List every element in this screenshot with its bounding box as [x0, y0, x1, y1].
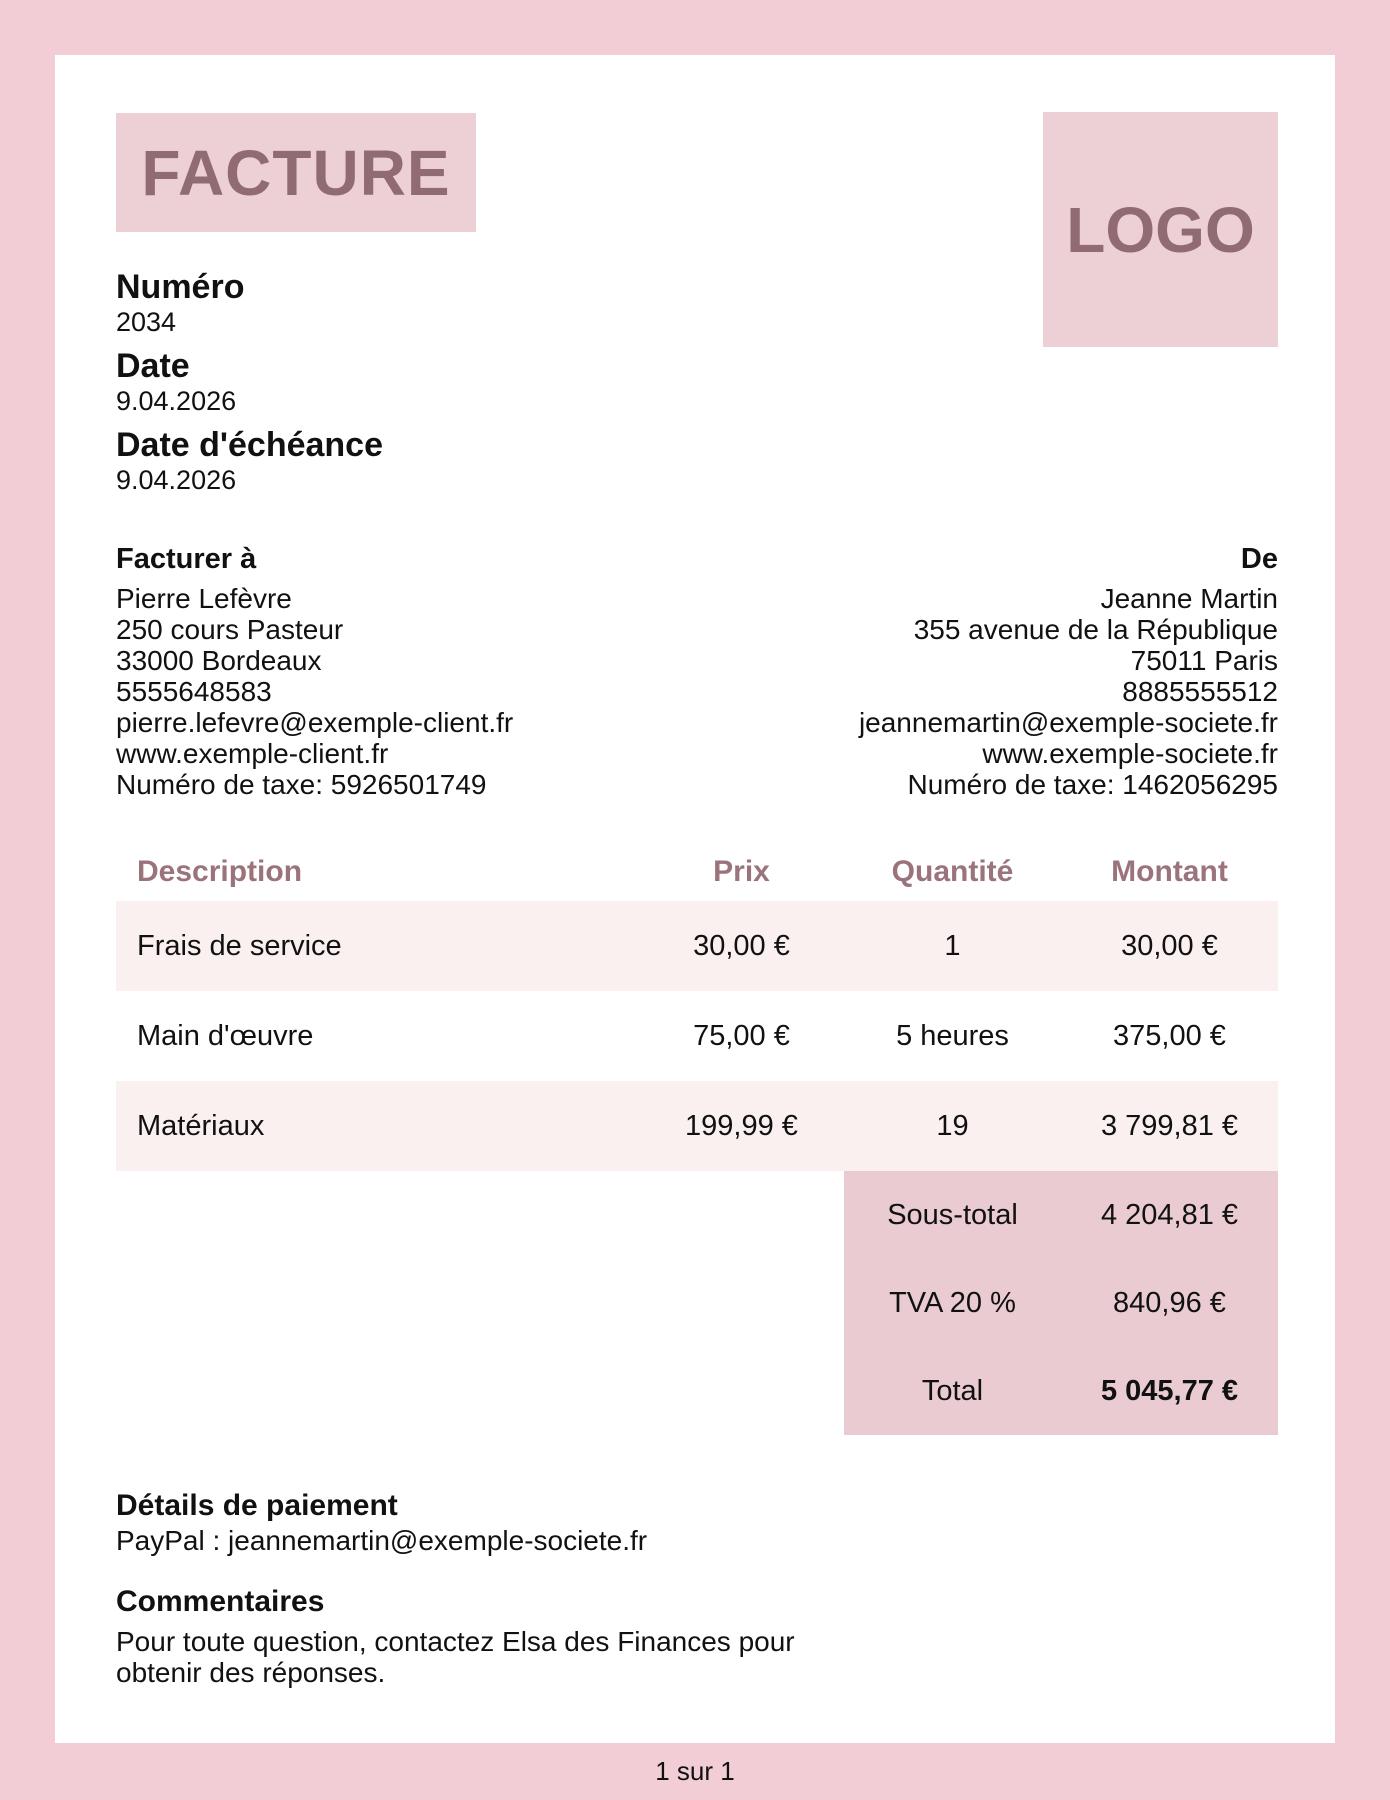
- subtotal-label: Sous-total: [887, 1198, 1018, 1231]
- total-value: 5 045,77 €: [1100, 1374, 1239, 1407]
- payment-details-section: [116, 1488, 1278, 1558]
- page-number: [0, 1743, 1390, 1800]
- table-row: [116, 991, 1278, 1081]
- addresses-section: [116, 542, 1278, 800]
- logo-text: LOGO: [1066, 193, 1255, 266]
- from-phone: 8885555512: [1122, 676, 1278, 707]
- from-block: [859, 542, 1278, 800]
- item-quantity: 1: [944, 929, 961, 962]
- subtotal-value: 4 204,81 €: [1100, 1198, 1239, 1231]
- item-amount: 30,00 €: [1121, 929, 1218, 962]
- bill-to-website: www.exemple-client.fr: [116, 738, 389, 769]
- table-row: [116, 901, 1278, 991]
- bill-to-block: [116, 542, 513, 800]
- invoice-page: [55, 55, 1335, 1743]
- bill-to-city: 33000 Bordeaux: [116, 645, 322, 676]
- invoice-title: FACTURE: [141, 136, 451, 209]
- col-header-amount: Montant: [1111, 855, 1228, 888]
- tax-value: 840,96 €: [1113, 1286, 1226, 1319]
- comments-section: [116, 1584, 1278, 1688]
- invoice-due-date-label: Date d'échéance: [116, 426, 383, 464]
- payment-details-line: PayPal : jeannemartin@exemple-societe.fr: [116, 1525, 648, 1556]
- totals-box: [844, 1171, 1278, 1435]
- item-description: Frais de service: [137, 929, 342, 962]
- col-header-price: Prix: [713, 855, 770, 888]
- from-street: 355 avenue de la République: [913, 614, 1278, 645]
- comments-heading: Commentaires: [116, 1585, 325, 1618]
- from-tax-number: Numéro de taxe: 1462056295: [907, 769, 1278, 800]
- item-quantity: 5 heures: [896, 1019, 1009, 1052]
- invoice-number-value: 2034: [116, 307, 177, 337]
- payment-details-heading: Détails de paiement: [116, 1489, 398, 1522]
- invoice-date-value: 9.04.2026: [116, 386, 237, 416]
- item-price: 199,99 €: [685, 1109, 798, 1142]
- item-price: 30,00 €: [693, 929, 790, 962]
- page-number-text: 1 sur 1: [655, 1756, 735, 1786]
- item-amount: 375,00 €: [1113, 1019, 1226, 1052]
- from-email: jeannemartin@exemple-societe.fr: [858, 707, 1278, 738]
- total-label: Total: [921, 1374, 984, 1407]
- comments-line: obtenir des réponses.: [116, 1657, 386, 1688]
- invoice-number-label: Numéro: [116, 268, 245, 306]
- from-city: 75011 Paris: [1130, 645, 1278, 676]
- logo-box: [1043, 112, 1278, 347]
- bill-to-email: pierre.lefevre@exemple-client.fr: [116, 707, 514, 738]
- from-website: www.exemple-societe.fr: [982, 738, 1278, 769]
- invoice-date-label: Date: [116, 347, 190, 385]
- table-row: [116, 1081, 1278, 1171]
- bill-to-phone: 5555648583: [116, 676, 272, 707]
- col-header-quantity: Quantité: [891, 855, 1014, 888]
- bill-to-tax-number: Numéro de taxe: 5926501749: [116, 769, 487, 800]
- bill-to-name: Pierre Lefèvre: [116, 583, 292, 614]
- from-heading: De: [1240, 543, 1278, 575]
- table-header-row: [116, 855, 1278, 901]
- col-header-description: Description: [137, 855, 303, 888]
- invoice-due-date-value: 9.04.2026: [116, 465, 237, 495]
- bill-to-street: 250 cours Pasteur: [116, 614, 344, 645]
- tax-label: TVA 20 %: [889, 1286, 1016, 1319]
- item-amount: 3 799,81 €: [1100, 1109, 1239, 1142]
- line-items-table: [116, 855, 1278, 1171]
- bill-to-heading: Facturer à: [116, 543, 257, 575]
- from-name: Jeanne Martin: [1100, 583, 1278, 614]
- item-quantity: 19: [936, 1109, 969, 1142]
- comments-line: Pour toute question, contactez Elsa des Finances pour: [116, 1626, 795, 1657]
- item-price: 75,00 €: [693, 1019, 790, 1052]
- item-description: Matériaux: [137, 1109, 265, 1142]
- invoice-title-box: [116, 113, 476, 232]
- item-description: Main d'œuvre: [137, 1019, 314, 1052]
